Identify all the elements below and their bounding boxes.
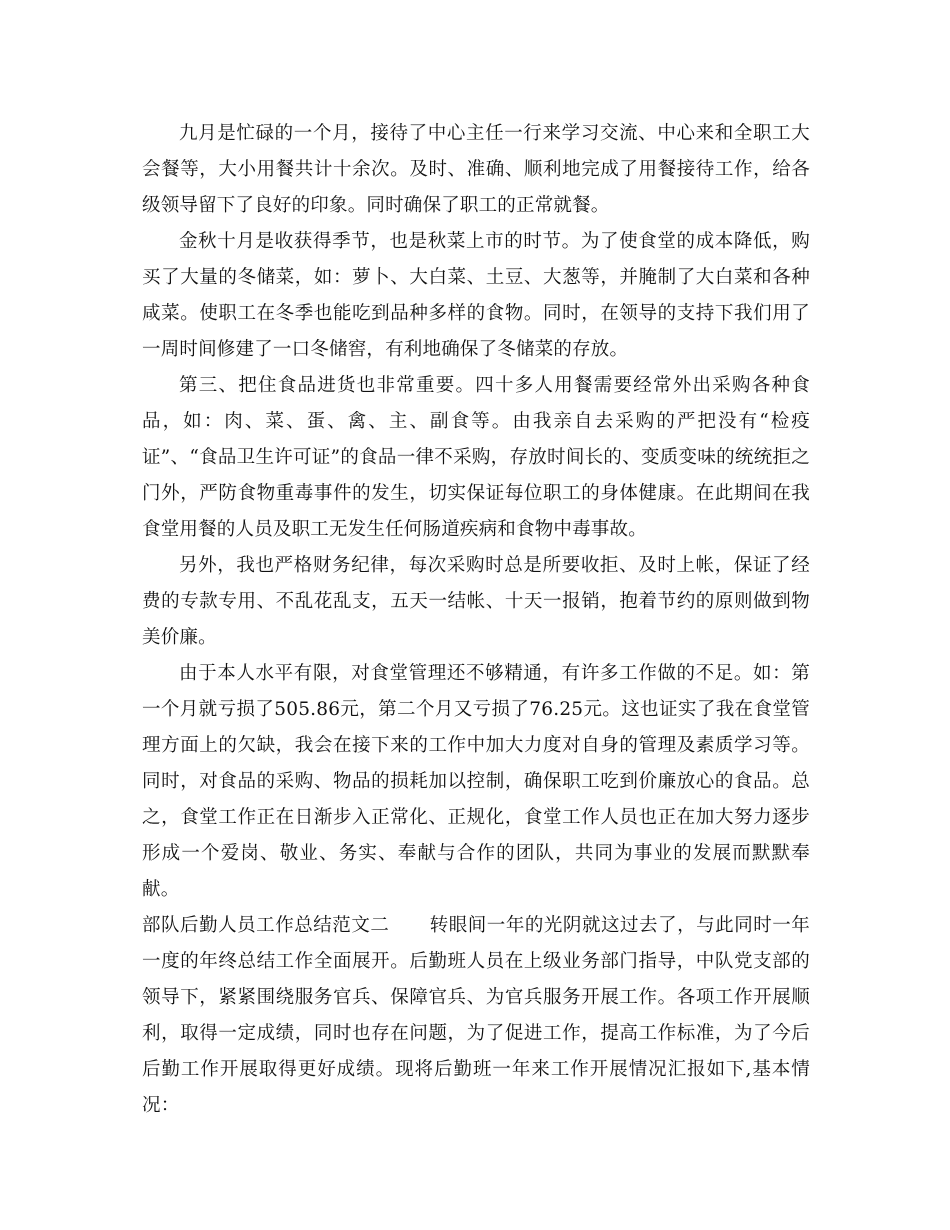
- paragraph-section-two: [142, 908, 810, 1124]
- section-intro-text: 转眼间一年的光阴就这过去了，与此同时一年一度的年终总结工作全面展开。后勤班人员在上级业务部门指导，中队党支部的领导下，紧紧围绕服务官兵、保障官兵、为官兵服务开展工作。各项工作开展顺利，取得一定成绩，同时也存在问题，为了促进工作，提高工作标准，为了今后后勤工作开展取得更好成绩。现将后勤班一年来工作开展情况汇报如下,基本情况：: [142, 915, 810, 1116]
- paragraph-september: 九月是忙碌的一个月，接待了中心主任一行来学习交流、中心来和全职工大会餐等，大小用餐共计十余次。及时、准确、顺利地完成了用餐接待工作，给各级领导留下了良好的印象。同时确保了职工的正常就餐。: [142, 123, 810, 216]
- paragraph-food-purchasing: 第三、把住食品进货也非常重要。四十多人用餐需要经常外出采购各种食品，如：肉、菜、蛋、禽、主、副食等。由我亲自去采购的严把没有“检疫证”、“食品卫生许可证”的食品一律不采购，存放时间长的、变质变味的统统拒之门外，严防食物重毒事件的发生，切实保证每位职工的身体健康。在此期间在我食堂用餐的人员及职工无发生任何肠道疾病和食物中毒事故。: [142, 375, 810, 540]
- paragraph-finance: 另外，我也严格财务纪律，每次采购时总是所要收拒、及时上帐，保证了经费的专款专用、不乱花乱支，五天一结帐、十天一报销，抱着节约的原则做到物美价廉。: [142, 555, 810, 648]
- section-heading: 部队后勤人员工作总结范文二: [142, 915, 390, 936]
- paragraph-october: 金秋十月是收获得季节，也是秋菜上市的时节。为了使食堂的成本降低，购买了大量的冬储菜，如：萝卜、大白菜、土豆、大葱等，并腌制了大白菜和各种咸菜。使职工在冬季也能吃到品种多样的食物。同时，在领导的支持下我们用了一周时间修建了一口冬储窖，有利地确保了冬储菜的存放。: [142, 231, 810, 360]
- document-body: [142, 116, 810, 1124]
- paragraph-shortcomings: 由于本人水平有限，对食堂管理还不够精通，有许多工作做的不足。如：第一个月就亏损了505.86元，第二个月又亏损了76.25元。这也证实了我在食堂管理方面上的欠缺，我会在接下来的工作中加大力度对自身的管理及素质学习等。同时，对食品的采购、物品的损耗加以控制，确保职工吃到价廉放心的食品。总之，食堂工作正在日渐步入正常化、正规化，食堂工作人员也正在加大努力逐步形成一个爱岗、敬业、务实、奉献与合作的团队，共同为事业的发展而默默奉献。: [142, 663, 810, 900]
